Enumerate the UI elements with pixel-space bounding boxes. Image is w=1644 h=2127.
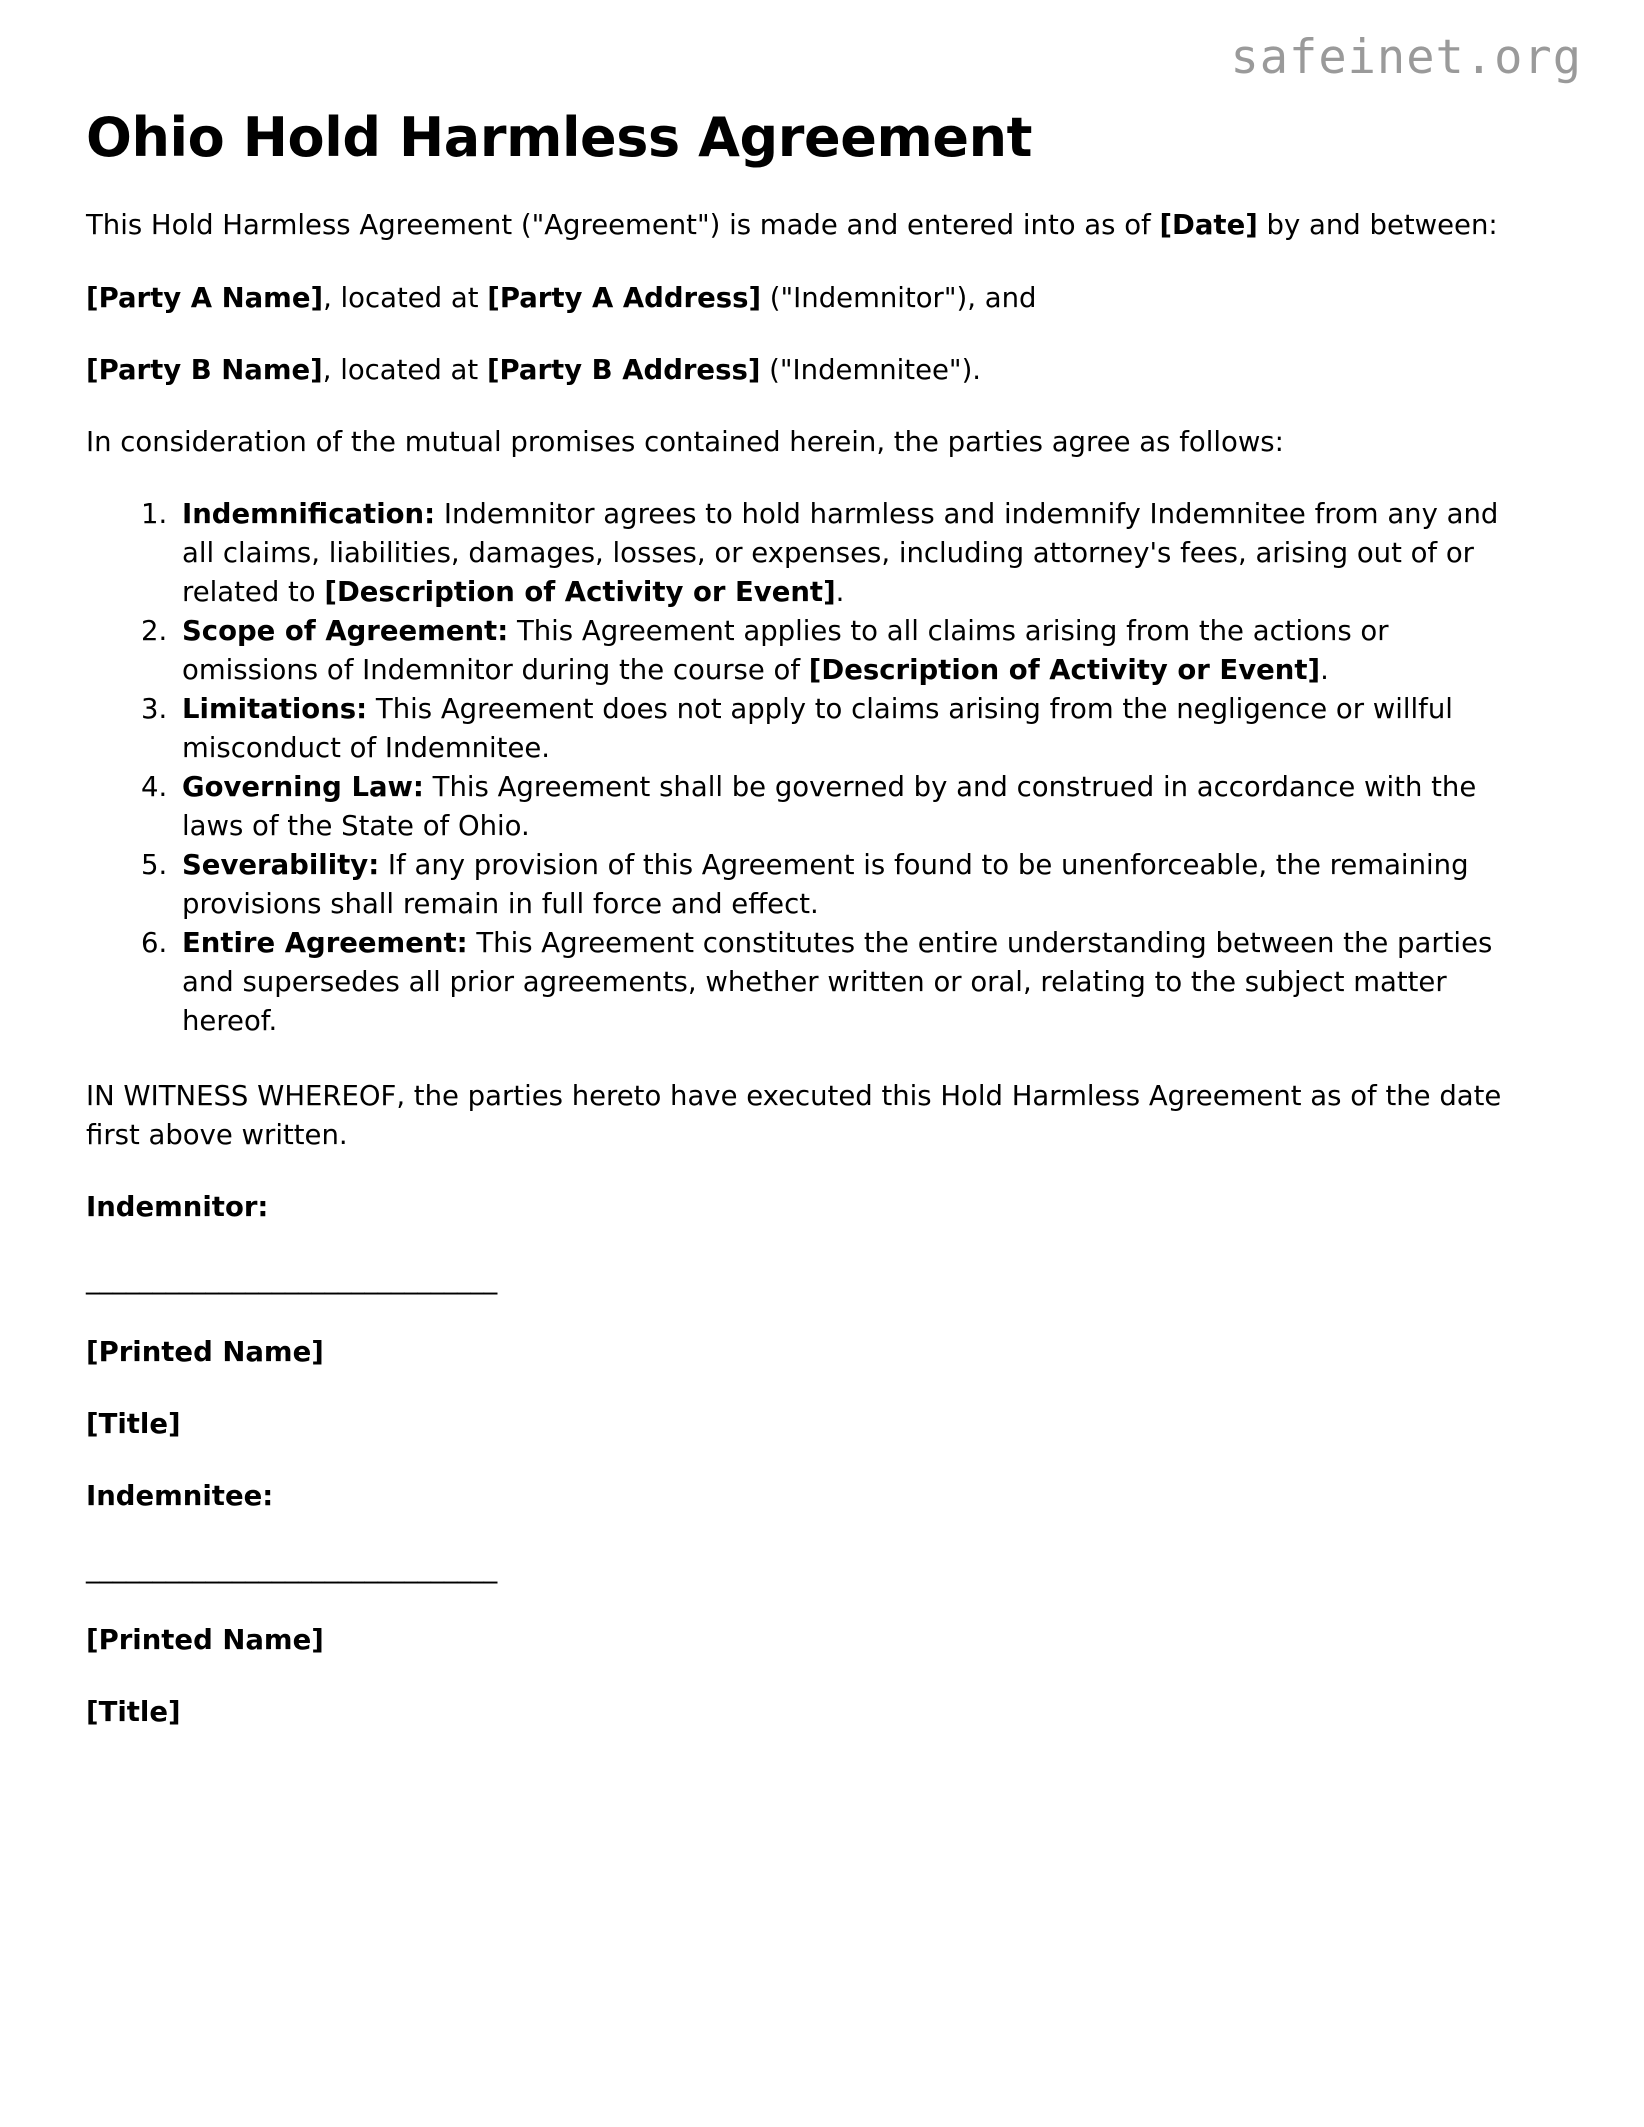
- clause-item: [176, 924, 1530, 1041]
- intro-suffix: by and between:: [1257, 209, 1498, 242]
- indemnitor-title-placeholder: [Title]: [86, 1407, 181, 1440]
- consideration-paragraph: In consideration of the mutual promises contained herein, the parties agree as follows:: [86, 425, 1284, 458]
- indemnitee-signature-line: _______________________________: [86, 1551, 497, 1584]
- clause-list: [86, 495, 1530, 1042]
- intro-prefix: This Hold Harmless Agreement ("Agreement") is made and entered into as of: [86, 209, 1160, 242]
- witness-paragraph: IN WITNESS WHEREOF, the parties hereto have executed this Hold Harmless Agreement as of the date first above written.: [86, 1080, 1502, 1152]
- clause-item: [176, 612, 1530, 690]
- party-a-address-placeholder: [Party A Address]: [487, 281, 762, 314]
- party-a-name-placeholder: [Party A Name]: [86, 281, 324, 314]
- clause-placeholder: [Description of Activity or Event]: [324, 575, 836, 608]
- indemnitee-title-placeholder: [Title]: [86, 1695, 181, 1728]
- party-b-role: ("Indemnitee").: [760, 353, 982, 386]
- indemnitor-printed-name-placeholder: [Printed Name]: [86, 1335, 324, 1368]
- party-a-paragraph: [86, 279, 1530, 318]
- clause-heading: Limitations:: [182, 692, 368, 725]
- clause-body-before: This Agreement constitutes the entire understanding between the parties and supersedes all prior agreements, whether written or oral, relating to the subject matter hereof.: [182, 927, 1493, 1038]
- indemnitee-printed-name-placeholder: [Printed Name]: [86, 1623, 324, 1656]
- party-b-mid: , located at: [322, 353, 487, 386]
- clause-heading: Governing Law:: [182, 770, 424, 803]
- intro-paragraph: [86, 206, 1530, 245]
- clause-heading: Scope of Agreement:: [182, 614, 509, 647]
- clause-item: [176, 846, 1530, 924]
- clause-body-after: .: [835, 575, 845, 608]
- clause-body-before: This Agreement shall be governed by and construed in accordance with the laws of the State of Ohio.: [182, 770, 1477, 843]
- clause-body-before: This Agreement applies to all claims arising from the actions or omissions of Indemnitor during the course of: [182, 614, 1389, 686]
- clause-heading: Entire Agreement:: [182, 927, 468, 960]
- document-content: [86, 108, 1530, 1765]
- clause-body-after: .: [1320, 653, 1329, 686]
- party-a-role: ("Indemnitor"), and: [761, 281, 1037, 314]
- page-title: Ohio Hold Harmless Agreement: [86, 106, 1033, 169]
- clause-item: [176, 768, 1530, 846]
- site-watermark: safeinet.org: [1230, 30, 1582, 85]
- clause-body-before: This Agreement does not apply to claims arising from the negligence or willful misconduct of Indemnitee.: [182, 692, 1453, 764]
- clause-item: [176, 690, 1530, 768]
- indemnitee-signature-label: Indemnitee:: [86, 1479, 274, 1512]
- indemnitor-signature-line: _______________________________: [86, 1263, 497, 1296]
- clause-placeholder: [Description of Activity or Event]: [808, 653, 1321, 686]
- party-a-mid: , located at: [323, 281, 488, 314]
- clause-body-before: Indemnitor agrees to hold harmless and indemnify Indemnitee from any and all claims, liabilities, damages, losses, or expenses, including attorney's fees, arising out of or related to: [182, 497, 1499, 608]
- indemnitor-signature-label: Indemnitor:: [86, 1191, 269, 1224]
- clause-item: [176, 495, 1530, 612]
- party-b-paragraph: [86, 351, 1530, 390]
- clause-body-before: If any provision of this Agreement is found to be unenforceable, the remaining provisions shall remain in full force and effect.: [182, 849, 1469, 921]
- clause-heading: Severability:: [182, 849, 380, 882]
- party-b-name-placeholder: [Party B Name]: [86, 353, 323, 386]
- date-placeholder: [Date]: [1159, 209, 1258, 242]
- party-b-address-placeholder: [Party B Address]: [486, 353, 761, 386]
- clause-heading: Indemnification:: [182, 497, 436, 530]
